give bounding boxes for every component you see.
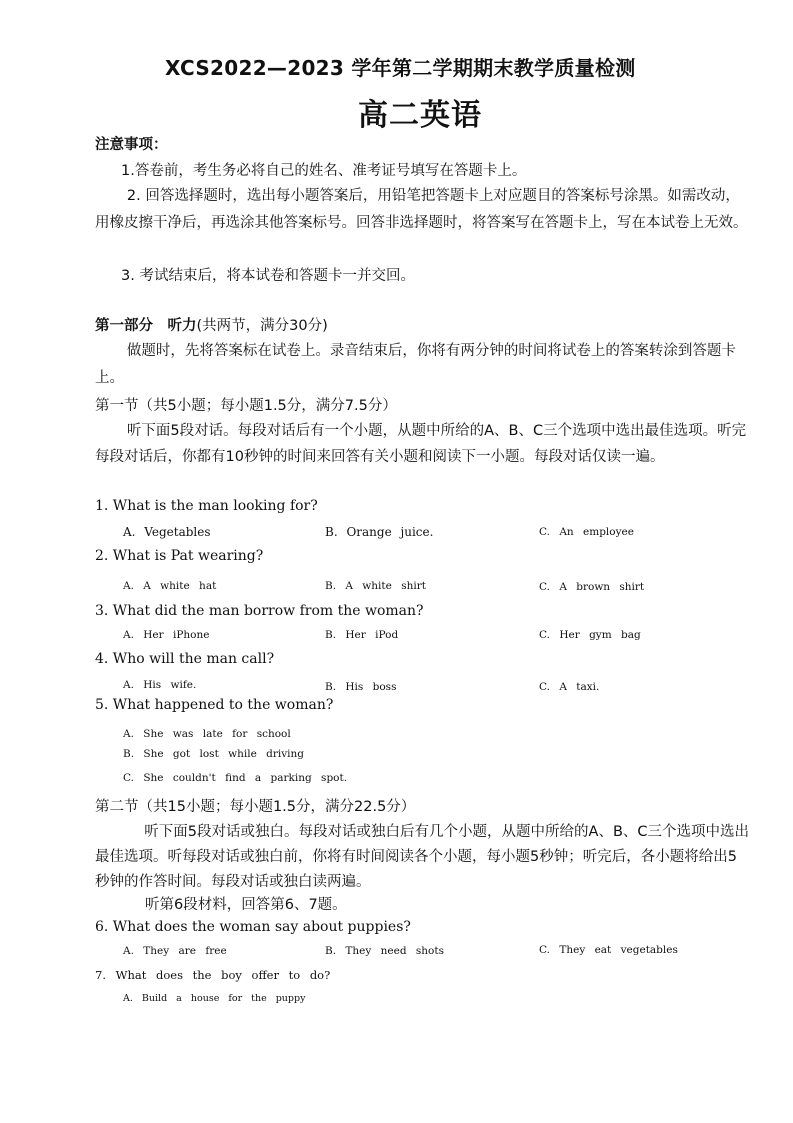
q5-option-b: B. She got lost while driving	[123, 748, 305, 760]
subject-title: 高二英语	[358, 98, 482, 133]
q3-option-a: A. Her iPhone	[123, 629, 210, 641]
q3-option-c: C. Her gym bag	[539, 629, 641, 641]
q4-option-c: C. A taxi.	[539, 681, 600, 693]
q5-option-a: A. She was late for school	[123, 728, 291, 740]
q6-option-a: A. They are free	[123, 945, 227, 957]
q2-option-b: B. A white shirt	[325, 580, 426, 592]
q2-option-c: C. A brown shirt	[539, 581, 645, 593]
exam-title: XCS2022—2023 学年第二学期期末教学质量检测	[165, 56, 636, 80]
material-note: 听第6段材料，回答第6、7题。	[145, 897, 347, 913]
question-6: 6. What does the woman say about puppies?	[95, 919, 411, 935]
question-4: 4. Who will the man call?	[95, 651, 275, 667]
notice-heading: 注意事项：	[95, 137, 168, 153]
question-1: 1. What is the man looking for?	[95, 498, 318, 514]
question-2: 2. What is Pat wearing?	[95, 548, 264, 564]
section1-heading: 第一节（共5小题；每小题1.5分，满分7.5分）	[95, 398, 397, 414]
part1-heading	[95, 316, 328, 337]
q1-option-c: C. An employee	[539, 526, 634, 538]
q5-option-c: C. She couldn't find a parking spot.	[123, 772, 348, 784]
q6-option-b: B. They need shots	[325, 945, 444, 957]
q1-option-a: A. Vegetables	[123, 525, 211, 539]
q3-option-b: B. Her iPod	[325, 629, 399, 641]
part1-instruction: 做题时，先将答案标在试卷上。录音结束后，你将有两分钟的时间将试卷上的答案转涂到答题卡上。	[95, 343, 736, 386]
part1-heading-score: (共两节，满分30分)	[196, 318, 328, 334]
question-5: 5. What happened to the woman?	[95, 697, 334, 713]
q2-option-a: A. A white hat	[123, 580, 217, 592]
section2-heading: 第二节（共15小题；每小题1.5分，满分22.5分）	[95, 799, 416, 815]
notice-item-2: 2. 回答选择题时，选出每小题答案后，用铅笔把答题卡上对应题目的答案标号涂黑。如需改动，用橡皮擦干净后，再选涂其他答案标号。回答非选择题时，将答案写在答题卡上，写在本试卷上无效。	[95, 188, 748, 231]
notice-item-1: 1.答卷前，考生务必将自己的姓名、准考证号填写在答题卡上。	[121, 163, 527, 179]
section2-instruction: 听下面5段对话或独白。每段对话或独白后有几个小题，从题中所给的A、B、C三个选项中选出最佳选项。听每段对话或独白前，你将有时间阅读各个小题，每小题5秒钟；听完后，各小题将给出5秒钟的作答时间。每段对话或独白读两遍。	[95, 824, 750, 890]
section1-instruction: 听下面5段对话。每段对话后有一个小题，从题中所给的A、B、C三个选项中选出最佳选项。听完每段对话后，你都有10秒钟的时间来回答有关小题和阅读下一小题。每段对话仅读一遍。	[95, 423, 747, 465]
question-7: 7. What does the boy offer to do?	[95, 968, 331, 982]
q4-option-a: A. His wife.	[123, 679, 197, 691]
question-3: 3. What did the man borrow from the woman?	[95, 603, 424, 619]
q6-option-c: C. They eat vegetables	[539, 944, 678, 956]
q7-option-a: A. Build a house for the puppy	[123, 993, 306, 1004]
q1-option-b: B. Orange juice.	[325, 525, 434, 539]
part1-heading-main: 第一部分 听力	[95, 318, 197, 334]
q4-option-b: B. His boss	[325, 681, 397, 693]
notice-item-3: 3. 考试结束后，将本试卷和答题卡一并交回。	[121, 268, 415, 284]
